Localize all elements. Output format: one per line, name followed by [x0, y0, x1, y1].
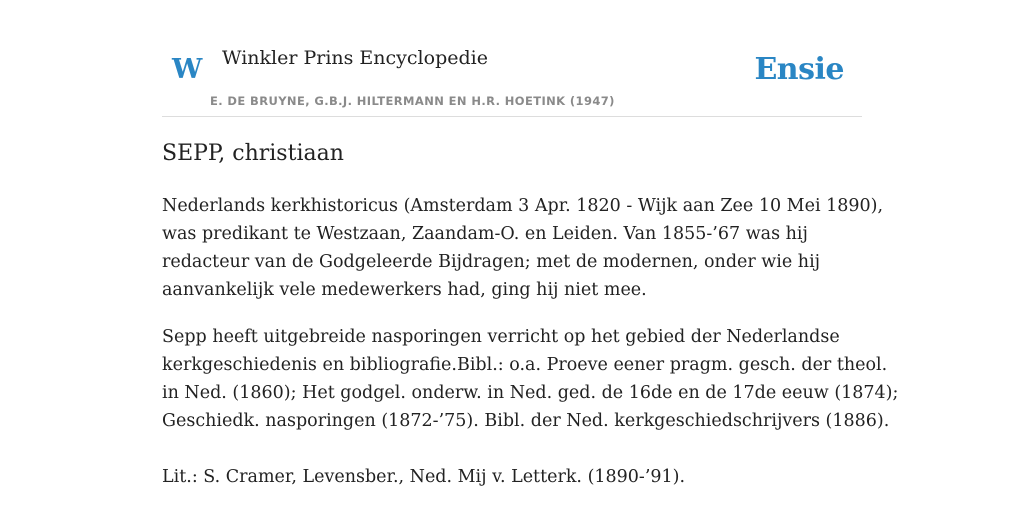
article-paragraph-1	[162, 192, 884, 304]
paragraph-line: was predikant te Westzaan, Zaandam-O. en Leiden. Van 1855-’67 was hij	[162, 224, 808, 244]
source-title[interactable]: Winkler Prins Encyclopedie	[222, 47, 488, 69]
ensie-brand-logo[interactable]: Ensie	[754, 52, 844, 87]
paragraph-line: in Ned. (1860); Het godgel. onderw. in Ned. ged. de 16de en de 17de eeuw (1874);	[162, 383, 899, 403]
paragraph-line: Geschiedk. nasporingen (1872-’75). Bibl. der Ned. kerkgeschiedschrijvers (1886).	[162, 411, 890, 431]
paragraph-line: Lit.: S. Cramer, Levensber., Ned. Mij v. Letterk. (1890-’91).	[162, 467, 686, 487]
paragraph-line: Sepp heeft uitgebreide nasporingen verricht op het gebied der Nederlandse	[162, 327, 840, 347]
paragraph-line: aanvankelijk vele medewerkers had, ging hij niet mee.	[162, 280, 647, 300]
article-headword: SEPP, christiaan	[162, 141, 344, 166]
article-literature	[162, 463, 862, 491]
page-header	[162, 0, 862, 117]
winkler-prins-logo-icon[interactable]: W	[172, 54, 203, 85]
paragraph-line: redacteur van de Godgeleerde Bijdragen; met de modernen, onder wie hij	[162, 252, 821, 272]
article-page	[162, 0, 899, 487]
source-authors: E. DE BRUYNE, G.B.J. HILTERMANN EN H.R. HOETINK (1947)	[210, 94, 615, 108]
paragraph-line: Nederlands kerkhistoricus (Amsterdam 3 Apr. 1820 - Wijk aan Zee 10 Mei 1890),	[162, 196, 884, 216]
paragraph-line: kerkgeschiedenis en bibliografie.Bibl.: o.a. Proeve eener pragm. gesch. der theol.	[162, 355, 888, 375]
article-paragraph-2	[162, 323, 899, 435]
